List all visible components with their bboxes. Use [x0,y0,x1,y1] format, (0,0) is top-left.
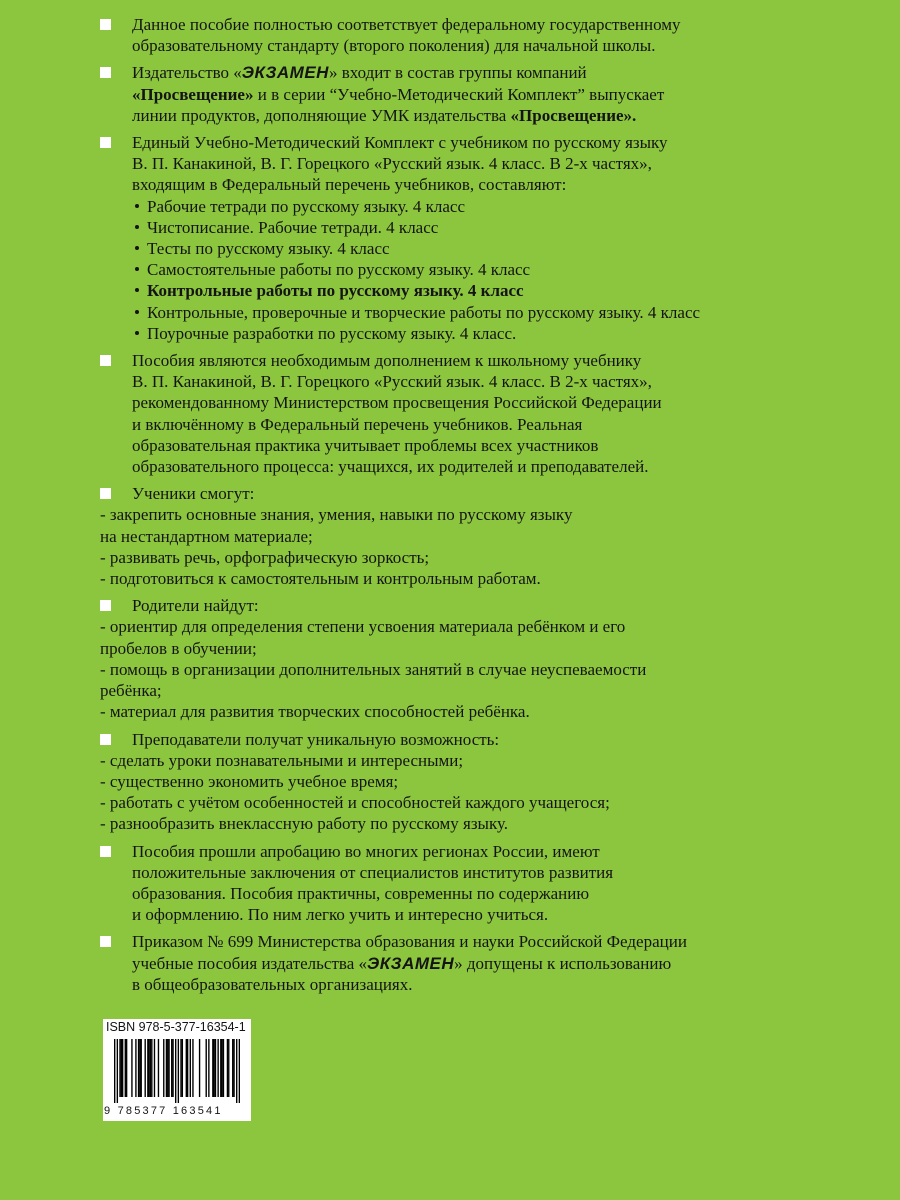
text-run: образовательная практика учитывает проблемы всех участников [132,435,599,455]
text-run: входящим в Федеральный перечень учебников, составляют: [132,175,567,195]
barcode-bar [172,1039,173,1097]
text-run: В. П. Канакиной, В. Г. Горецкого «Русский язык. 4 класс. В 2-х частях», [132,372,652,392]
barcode-bar [154,1039,155,1097]
workbook-title: Поурочные разработки по русскому языку. 4 класс. [147,323,517,343]
paragraph-line [132,62,800,83]
paragraph-line [132,595,800,616]
dash-list-line: - сделать уроки познавательными и интересными; [100,750,464,770]
square-bullet-icon [100,19,111,30]
barcode-bar [187,1039,188,1097]
paragraph-line [132,132,800,153]
barcode-bar [166,1039,167,1097]
barcode-bar [208,1039,209,1097]
barcode-bar [220,1039,221,1097]
workbook-list-item [132,238,800,259]
text-run: Пособия являются необходимым дополнением к школьному учебнику [132,351,642,371]
barcode-bar [126,1039,127,1097]
barcode-bar [151,1039,152,1097]
isbn-label: ISBN 978-5-377-16354-1 [106,1020,246,1034]
barcode-bar [175,1039,176,1103]
square-bullet-icon [100,488,111,499]
workbook-title: Рабочие тетради по русскому языку. 4 класс [147,196,466,216]
text-run: Преподаватели получат уникальную возможность: [132,729,500,749]
paragraph-line [132,974,800,995]
dash-list-line: - подготовиться к самостоятельным и контрольным работам. [100,569,541,589]
bold-text: «Просвещение». [510,105,637,125]
paragraph-line [132,729,800,750]
barcode-bar [114,1039,115,1103]
barcode-bar [215,1039,216,1097]
barcode-bar [147,1039,148,1097]
text-run: линии продуктов, дополняющие УМК издательства [132,105,511,125]
barcode-bar [178,1039,179,1103]
barcode-bar [150,1039,151,1097]
barcode-bar [212,1039,213,1097]
text-run: образовательному стандарту (второго поколения) для начальной школы. [132,36,656,56]
barcode-bar [119,1039,120,1097]
barcode-bar [121,1039,122,1097]
barcode-bar [217,1039,218,1097]
barcode-bar [233,1039,234,1097]
barcode-digits: 9 785377 163541 [104,1105,223,1117]
paragraph-line [132,414,800,435]
dot-bullet-icon [135,225,139,229]
workbook-list-item [132,196,800,217]
paragraph-line [132,904,800,925]
info-paragraph [100,14,800,56]
text-run: и включённому в Федеральный перечень учебников. Реальная [132,414,583,434]
info-paragraph [100,931,800,995]
info-paragraph [100,595,800,722]
info-paragraph [100,483,800,589]
info-paragraph [100,729,800,835]
square-bullet-icon [100,734,111,745]
text-run: учебные пособия издательства « [132,953,367,973]
barcode-bar [167,1039,168,1097]
barcode-bar [135,1039,136,1097]
paragraph-line [132,153,800,174]
paragraph-line [132,35,800,56]
info-paragraph [100,841,800,926]
barcode-bar [148,1039,149,1097]
info-paragraph [100,350,800,477]
barcode-bar [199,1039,200,1097]
text-run: Пособия прошли апробацию во многих регионах России, имеют [132,841,600,861]
barcode-bar [206,1039,207,1097]
barcode-bar [171,1039,172,1097]
publisher-name: ЭКЗАМЕН [241,63,329,83]
info-paragraph [100,132,800,344]
barcode-bar [180,1039,181,1097]
text-run: в общеобразовательных организациях. [132,974,413,994]
isbn-barcode-box [103,1019,251,1121]
dash-list-line: - материал для развития творческих способностей ребёнка. [100,702,530,722]
barcode-bar [232,1039,233,1097]
workbook-title: Самостоятельные работы по русскому языку. 4 класс [147,260,531,280]
barcode-bar [141,1039,142,1097]
workbook-title: Контрольные, проверочные и творческие работы по русскому языку. 4 класс [147,302,701,322]
barcode-bar [125,1039,126,1097]
paragraph-line [132,483,800,504]
dash-list-line: пробелов в обучении; [100,638,257,658]
dash-list-line: - развивать речь, орфографическую зоркость; [100,547,430,567]
barcode-bar [163,1039,164,1097]
text-run: образовательного процесса: учащихся, их родителей и преподавателей. [132,457,649,477]
dash-list-line: на нестандартном материале; [100,526,313,546]
square-bullet-icon [100,67,111,78]
barcode-bar [117,1039,118,1103]
text-run: рекомендованному Министерством просвещения Российской Федерации [132,393,662,413]
barcode-bar [221,1039,222,1097]
barcode-bar [223,1039,224,1097]
paragraph-line [132,105,800,126]
barcode-bar [228,1039,229,1097]
workbook-list-item [132,280,800,301]
text-run: » допущены к использованию [454,953,672,973]
bold-text: «Просвещение» [132,84,254,104]
dash-list-line: - существенно экономить учебное время; [100,771,399,791]
barcode [114,1039,240,1103]
paragraph-line [132,84,800,105]
barcode-bar [213,1039,214,1097]
barcode-bar [145,1039,146,1097]
paragraph-line [132,456,800,477]
square-bullet-icon [100,600,111,611]
barcode-bar [168,1039,169,1097]
dash-list-line: - разнообразить внеклассную работу по русскому языку. [100,814,509,834]
paragraph-line [132,392,800,413]
text-run: Ученики смогут: [132,484,255,504]
dot-bullet-icon [135,331,139,335]
square-bullet-icon [100,846,111,857]
workbook-list-item [132,259,800,280]
barcode-bar [122,1039,123,1097]
workbook-list-item [132,302,800,323]
dash-list-line: - закрепить основные знания, умения, навыки по русскому языку [100,505,573,525]
paragraph-line [132,14,800,35]
workbook-list-item [132,323,800,344]
paragraph-line [132,841,800,862]
barcode-bar [158,1039,159,1097]
square-bullet-icon [100,936,111,947]
workbook-title: Тесты по русскому языку. 4 класс [147,239,390,259]
dash-list-line: - работать с учётом особенностей и способностей каждого учащегося; [100,793,610,813]
text-run: » входит в состав группы компаний [328,63,587,83]
paragraph-line [132,931,800,952]
barcode-bar [227,1039,228,1097]
square-bullet-icon [100,137,111,148]
text-run: В. П. Канакиной, В. Г. Горецкого «Русский язык. 4 класс. В 2-х частях», [132,154,652,174]
workbook-title: Чистописание. Рабочие тетради. 4 класс [147,217,439,237]
barcode-bar [139,1039,140,1097]
text-run: Издательство « [132,63,242,83]
dot-bullet-icon [135,288,139,292]
text-run: Родители найдут: [132,596,259,616]
text-run: образования. Пособия практичны, современны по содержанию [132,883,590,903]
dot-bullet-icon [135,310,139,314]
text-run: Приказом № 699 Министерства образования и науки Российской Федерации [132,932,687,952]
paragraph-line [132,862,800,883]
text-run: и оформлению. По ним легко учить и интересно учиться. [132,905,549,925]
dot-bullet-icon [135,246,139,250]
barcode-bar [236,1039,237,1103]
publisher-name: ЭКЗАМЕН [367,953,455,973]
barcode-bar [186,1039,187,1097]
back-cover-text [100,14,800,1001]
paragraph-line [132,350,800,371]
barcode-bar [192,1039,193,1097]
info-paragraph [100,62,800,126]
text-run: и в серии “Учебно-Методический Комплект” выпускает [253,84,665,104]
text-run: Данное пособие полностью соответствует федеральному государственному [132,15,681,34]
paragraph-line [132,435,800,456]
paragraph-line [132,883,800,904]
text-run: Единый Учебно-Методический Комплект с учебником по русскому языку [132,133,668,153]
workbook-list-item [132,217,800,238]
barcode-bar [182,1039,183,1097]
dash-list-line: - ориентир для определения степени усвоения материала ребёнком и его [100,617,626,637]
text-run: положительные заключения от специалистов институтов развития [132,862,614,882]
paragraph-line [132,953,800,974]
dot-bullet-icon [135,204,139,208]
dot-bullet-icon [135,267,139,271]
dash-list-line: ребёнка; [100,681,162,701]
barcode-bar [131,1039,132,1097]
paragraph-line [132,371,800,392]
barcode-bar [190,1039,191,1097]
workbook-title: Контрольные работы по русскому языку. 4 класс [147,281,524,301]
barcode-bar [239,1039,240,1103]
square-bullet-icon [100,355,111,366]
paragraph-line [132,174,800,195]
barcode-bar [138,1039,139,1097]
dash-list-line: - помощь в организации дополнительных занятий в случае неуспеваемости [100,659,647,679]
